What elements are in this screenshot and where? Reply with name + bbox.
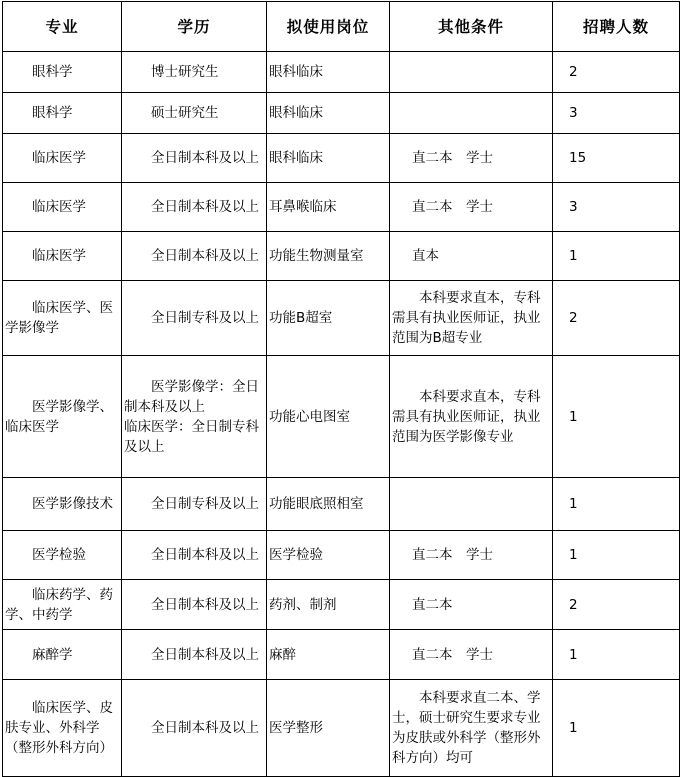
post-cell: 功能生物测量室 — [267, 232, 390, 281]
conditions-cell: 本科要求直本，专科需具有执业医师证，执业范围为B超专业 — [390, 281, 553, 356]
post-cell: 功能B超室 — [267, 281, 390, 356]
major-cell: 临床医学 — [3, 232, 122, 281]
post-cell: 医学整形 — [267, 680, 390, 777]
post-cell: 药剂、制剂 — [267, 580, 390, 630]
post-cell: 眼科临床 — [267, 52, 390, 93]
count-cell: 2 — [553, 52, 680, 93]
table-row — [3, 680, 680, 777]
table-row — [3, 281, 680, 356]
conditions-cell — [390, 93, 553, 134]
count-cell: 2 — [553, 580, 680, 630]
major-cell: 临床医学、皮肤专业、外科学（整形外科方向） — [3, 680, 122, 777]
count-cell: 3 — [553, 183, 680, 232]
major-cell: 眼科学 — [3, 52, 122, 93]
table-row — [3, 52, 680, 93]
major-cell: 临床医学 — [3, 183, 122, 232]
header-conditions: 其他条件 — [390, 2, 553, 52]
conditions-cell — [390, 52, 553, 93]
major-cell: 麻醉学 — [3, 630, 122, 680]
recruitment-table — [2, 1, 680, 777]
post-cell: 医学检验 — [267, 531, 390, 580]
count-cell: 1 — [553, 478, 680, 531]
count-cell: 2 — [553, 281, 680, 356]
education-cell: 全日制本科及以上 — [122, 580, 267, 630]
count-cell: 15 — [553, 134, 680, 183]
education-cell: 博士研究生 — [122, 52, 267, 93]
table-row — [3, 356, 680, 478]
header-count: 招聘人数 — [553, 2, 680, 52]
major-cell: 医学影像技术 — [3, 478, 122, 531]
education-cell: 全日制本科及以上 — [122, 531, 267, 580]
conditions-cell — [390, 478, 553, 531]
conditions-cell: 直本 — [390, 232, 553, 281]
education-cell: 医学影像学：全日制本科及以上 临床医学：全日制专科及以上 — [122, 356, 267, 478]
education-cell: 全日制本科及以上 — [122, 630, 267, 680]
education-cell: 全日制专科及以上 — [122, 281, 267, 356]
table-row — [3, 478, 680, 531]
count-cell: 1 — [553, 232, 680, 281]
conditions-cell: 直二本 学士 — [390, 134, 553, 183]
conditions-cell: 直二本 学士 — [390, 531, 553, 580]
post-cell: 功能心电图室 — [267, 356, 390, 478]
conditions-cell: 直二本 学士 — [390, 183, 553, 232]
conditions-cell: 本科要求直本，专科需具有执业医师证，执业范围为医学影像专业 — [390, 356, 553, 478]
post-cell: 功能眼底照相室 — [267, 478, 390, 531]
table-row — [3, 232, 680, 281]
education-cell: 硕士研究生 — [122, 93, 267, 134]
count-cell: 1 — [553, 356, 680, 478]
education-cell: 全日制本科及以上 — [122, 232, 267, 281]
post-cell: 眼科临床 — [267, 134, 390, 183]
conditions-cell: 直二本 学士 — [390, 630, 553, 680]
post-cell: 麻醉 — [267, 630, 390, 680]
table-row — [3, 580, 680, 630]
header-row — [3, 2, 680, 52]
major-cell: 医学检验 — [3, 531, 122, 580]
table-row — [3, 183, 680, 232]
count-cell: 1 — [553, 630, 680, 680]
major-cell: 医学影像学、临床医学 — [3, 356, 122, 478]
table-row — [3, 531, 680, 580]
post-cell: 耳鼻喉临床 — [267, 183, 390, 232]
header-education: 学历 — [122, 2, 267, 52]
header-post: 拟使用岗位 — [267, 2, 390, 52]
count-cell: 1 — [553, 531, 680, 580]
education-cell: 全日制本科及以上 — [122, 134, 267, 183]
post-cell: 眼科临床 — [267, 93, 390, 134]
education-cell: 全日制本科及以上 — [122, 183, 267, 232]
conditions-cell: 直二本 — [390, 580, 553, 630]
count-cell: 1 — [553, 680, 680, 777]
conditions-cell: 本科要求直二本、学士，硕士研究生要求专业为皮肤或外科学（整形外科方向）均可 — [390, 680, 553, 777]
major-cell: 临床医学、医学影像学 — [3, 281, 122, 356]
education-cell: 全日制本科及以上 — [122, 680, 267, 777]
major-cell: 临床医学 — [3, 134, 122, 183]
table-row — [3, 134, 680, 183]
table-row — [3, 630, 680, 680]
education-cell: 全日制专科及以上 — [122, 478, 267, 531]
major-cell: 临床药学、药学、中药学 — [3, 580, 122, 630]
major-cell: 眼科学 — [3, 93, 122, 134]
count-cell: 3 — [553, 93, 680, 134]
table-row — [3, 93, 680, 134]
header-major: 专业 — [3, 2, 122, 52]
